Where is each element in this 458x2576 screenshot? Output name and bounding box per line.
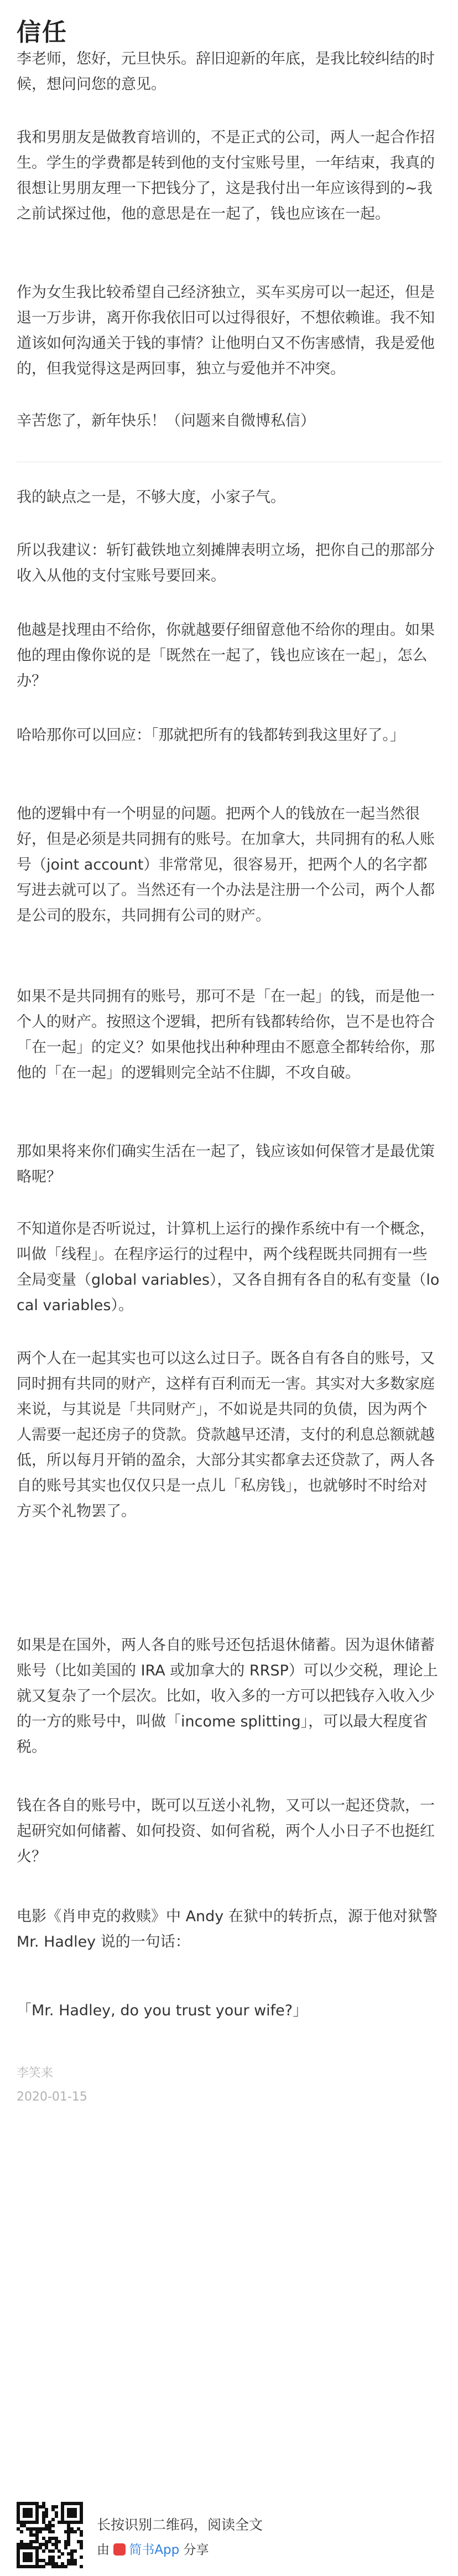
- answer-paragraph-3: 他越是找理由不给你，你就越要仔细留意他不给你的理由。如果他的理由像你说的是「既然在一起了，钱也应该在一起」，怎么办？: [17, 622, 435, 690]
- qr-module: [64, 2565, 67, 2568]
- jianshu-app-icon: [113, 2543, 126, 2556]
- footer-share-suffix: 分享: [179, 2543, 209, 2557]
- qr-module: [51, 2530, 55, 2533]
- answer-paragraph-9: 两个人在一起其实也可以这么过日子。既各自有各自的账号，又同时拥有共同的财产，这样有百利而无一害。其实对大多数家庭来说，与其说是「共同财产」，不如说是共同的负债，因为两个人需要一起还房子的贷款。贷款越早还清，支付的利息总额就越低，所以每月开销的盈余，大部分其实都拿去还贷款了，两人各自的账号其实也仅仅只是一点儿「私房钱」，也就够时不时给对方买个礼物罢了。: [17, 1350, 435, 1520]
- qr-module: [45, 2515, 48, 2518]
- answer-paragraph-7: 那如果将来你们确实生活在一起了，钱应该如何保管才是最优策略呢？: [17, 1143, 435, 1186]
- answer-paragraph-12: 电影《肖申克的救赎》中 Andy 在狱中的转折点，源于他对狱警 Mr. Hadley 说的一句话：: [17, 1908, 443, 1951]
- question-paragraph-1: 李老师，您好，元旦快乐。辞旧迎新的年底，是我比较纠结的时候，想问问您的意见。: [17, 50, 435, 93]
- qr-module: [42, 2565, 45, 2568]
- qr-module: [74, 2530, 77, 2533]
- qr-module: [55, 2505, 58, 2508]
- share-footer: [0, 2496, 458, 2576]
- question-paragraph-2: 我和男朋友是做教育培训的，不是正式的公司，两人一起合作招生。学生的学费都是转到他的支付宝账号里，一年结束，我真的很想让男朋友理一下把钱分了，这是我付出一年应该得到的~我之前试探过他，他的意思是在一起了，钱也应该在一起。: [17, 129, 435, 223]
- qr-module: [61, 2552, 64, 2556]
- qr-module: [58, 2540, 61, 2543]
- qr-module: [80, 2556, 83, 2559]
- qr-code-icon[interactable]: [17, 2502, 83, 2568]
- qr-module: [74, 2562, 77, 2565]
- footer-share-text: [97, 2539, 209, 2558]
- qr-module: [80, 2521, 83, 2524]
- qr-module: [55, 2515, 58, 2518]
- qr-module: [64, 2546, 67, 2549]
- answer-paragraph-8: 不知道你是否听说过，计算机上运行的操作系统中有一个概念，叫做「线程」。在程序运行的过程中，两个线程既共同拥有一些全局变量（global variables），又各自拥有各自的私有变量（local variables）。: [17, 1220, 440, 1314]
- qr-module: [74, 2515, 77, 2518]
- qr-module: [80, 2533, 83, 2537]
- jianshu-app-link[interactable]: 简书App: [129, 2543, 180, 2557]
- publish-date: 2020-01-15: [17, 2090, 87, 2104]
- qr-module: [20, 2530, 23, 2533]
- answer-paragraph-2: 所以我建议：斩钉截铁地立刻摊牌表明立场，把你自己的那部分收入从他的支付宝账号要回来。: [17, 542, 435, 584]
- qr-module: [29, 2559, 33, 2562]
- qr-module: [35, 2521, 39, 2524]
- qr-module: [80, 2565, 83, 2568]
- qr-module: [39, 2530, 42, 2533]
- qr-module: [74, 2549, 77, 2553]
- qr-module: [51, 2524, 55, 2527]
- qr-module: [51, 2518, 55, 2521]
- qr-module: [29, 2515, 33, 2518]
- qr-module: [80, 2546, 83, 2549]
- answer-paragraph-1: 我的缺点之一是，不够大度，小家子气。: [17, 489, 285, 506]
- answer-paragraph-11: 钱在各自的账号中，既可以互送小礼物，又可以一起还贷款，一起研究如何储蓄、如何投资、如何省税，两个人小日子不也挺红火？: [17, 1797, 435, 1865]
- question-paragraph-4: 辛苦您了，新年快乐！（问题来自微博私信）: [17, 412, 315, 430]
- answer-paragraph-13: 「Mr. Hadley, do you trust your wife?」: [17, 2002, 308, 2019]
- author-name: 李笑来: [17, 2066, 54, 2080]
- question-paragraph-3: 作为女生我比较希望自己经济独立，买车买房可以一起还，但是退一万步讲，离开你我依旧可以过得很好，不想依赖谁。我不知道该如何沟通关于钱的事情？让他明白又不伤害感情，我是爱他的，但我觉得这是两回事，独立与爱他并不冲突。: [17, 284, 435, 377]
- answer-paragraph-5: 他的逻辑中有一个明显的问题。把两个人的钱放在一起当然很好，但是必须是共同拥有的账号。在加拿大，共同拥有的私人账号（joint account）非常常见，很容易开，把两个人的名字都写进去就可以了。当然还有一个办法是注册一个公司，两个人都是公司的股东，共同拥有公司的财产。: [17, 805, 435, 924]
- footer-scan-text: 长按识别二维码，阅读全文: [97, 2517, 263, 2533]
- answer-paragraph-6: 如果不是共同拥有的账号，那可不是「在一起」的钱，而是他一个人的财产。按照这个逻辑，把所有钱都转给你，岂不是也符合「在一起」的定义？如果他找出种种理由不愿意全都转给你，那他的「在一起」的逻辑则完全站不住脚，不攻自破。: [17, 988, 435, 1082]
- footer-share-prefix: 由: [97, 2543, 110, 2557]
- qr-module: [58, 2556, 61, 2559]
- answer-paragraph-10: 如果是在国外，两人各自的账号还包括退休储蓄。因为退休储蓄账号（比如美国的 IRA 或加拿大的 RRSP）可以少交税，理论上就又复杂了一个层次。比如，收入多的一方可以把钱存入收入少的一方的账号中，叫做「income splitting」，可以最大程度省税。: [17, 1637, 438, 1756]
- qr-module: [67, 2543, 70, 2546]
- qr-module: [42, 2549, 45, 2553]
- answer-paragraph-4: 哈哈那你可以回应：「那就把所有的钱都转到我这里好了。」: [17, 727, 405, 744]
- article-title: 信任: [17, 18, 67, 46]
- qr-module: [51, 2549, 55, 2553]
